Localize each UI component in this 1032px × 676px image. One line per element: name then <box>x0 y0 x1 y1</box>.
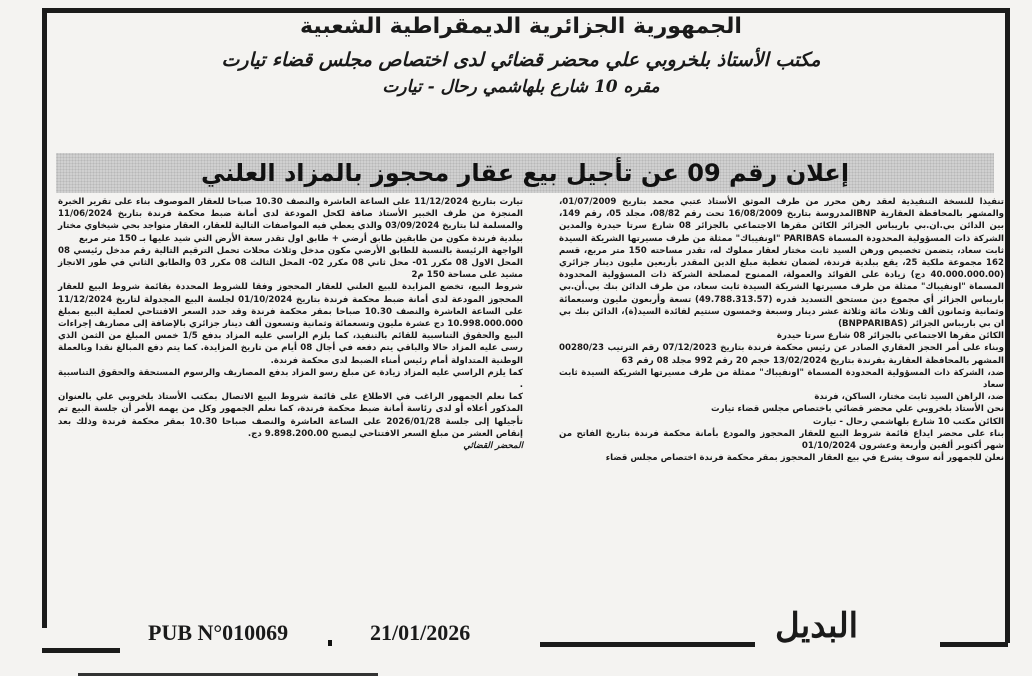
newspaper-name: البديل <box>775 606 859 646</box>
notice-title: إعلان رقم 09 عن تأجيل بيع عقار محجوز بالمزاد العلني <box>200 159 850 187</box>
pub-number: PUB N°010069 <box>148 620 289 645</box>
paragraph: الواجهة الرئيسة بالنسبة للطابق الأرضي مكون مدخل وثلاث محلات تحمل الترقيم التالية رقم مدخل رئيسي 08 المحل الاول 08 مكرر 01- محل ثاني 08 مكرر 02- المحل الثالث 08 مكرر 03 والطابق الثاني في طور الانجاز مشيد على مساحة 150 م2 <box>58 245 523 281</box>
paragraph: بناء على محضر ايداع قائمة شروط البيع للعقار المحجوز والمودع بأمانة محكمة فرندة بتاريخ الفاتح من شهر أكتوبر ألفين وأربعة وعشرون 01/10/2024 <box>559 428 1004 452</box>
paragraph: تيارت بتاريخ 11/12/2024 على الساعة العاشرة والنصف 10.30 صباحا للعقار الموصوف بناء على تقرير الخبرة المنجزة من طرف الخبير الأستاذ صافة لكحل المودعة لدى أمانة ضبط محكمة فرندة بتاريخ 11/06/2024 والمسلمة لنا بتاريخ 03/09/2024 والذي يعطي فيه المواصفات التالية للعقار، العقار متواجد بحي شيخاوي مختار ببلدية فرندة مكون من طابقين طابق أرضي + طابق اول تقدر سعة الأرض التي شيد عليها بـ 150 متر مربع <box>58 197 523 244</box>
signature: المحضر القضائي <box>463 441 523 452</box>
footer <box>0 600 1032 676</box>
republic-heading: الجمهورية الجزائرية الديمقراطية الشعبية <box>300 14 742 39</box>
notice-body <box>58 196 1012 586</box>
paragraph: كما يلزم الراسي عليه المزاد زيادة عن مبلغ رسو المزاد بدفع المصاريف والرسوم المستحقة والحقوق التناسبية . <box>58 367 523 391</box>
paragraph: الكائن مكتب 10 شارع بلهاشمي رحال - تيارت <box>812 416 1004 427</box>
paragraph: ضد، الراهن السيد ثابت مختار، الساكن، فرندة <box>814 392 1004 403</box>
separator-mark <box>328 640 332 646</box>
paragraph: ضد، الشركة ذات المسؤولية المحدودة المسماة "اونفيباك" ممثلة من طرف مسيرتها الشريكة السيدة ثابت سعاد <box>559 367 1004 391</box>
publication-date: 21/01/2026 <box>370 620 471 645</box>
divider <box>540 642 755 647</box>
bailiff-office: مكتب الأستاذ بلخروبي علي محضر قضائي لدى اختصاص مجلس قضاء تيارت <box>221 49 821 71</box>
divider <box>42 648 120 653</box>
paragraph: شروط البيع، تخضع المزايدة للبيع العلني للعقار المحجوز وفقا للشروط المحددة بقائمة شروط البيع للعقار المحجوز المودعة لدى أمانة ضبط محكمة فرندة بتاريخ 01/10/2024 لجلسة البيع المجدولة لتاريخ 11/12/2024 على الساعة العاشرة والنصف 10.30 صباحا بمقر محكمة فرندة وقد حدد السعر الافتتاحي لعملية البيع بمبلغ 10.998.000.000 دج عشرة مليون وتسعمائة وثمانية وتسعون ألف دينار جزائري بالإضافة إلى مصاريف إجراءات البيع والحقوق التناسبية للقائم بالتنفيذ، كما يلزم الراسي عليه المزاد بدفع 1/5 خمس المبلغ من الثمن الذي رسى عليه المزاد حالا والباقي يتم دفعه في أجال 08 أيام من تاريخ المزايدة. كما يتم دفع المبالغ نقدا وبالعملة الوطنية المتداولة أمام رئيس أمناء الضبط لدى محكمة فرندة. <box>58 282 524 366</box>
paragraph: نحن الأستاذ بلخروبي علي محضر قضائي باختصاص مجلس قضاء تيارت <box>710 404 1004 415</box>
paragraph: تنفيذا للنسخة التنفيذية لعقد رهن محرر من طرف الموثق الأستاذ عتبي محمد بتاريخ 01/07/2009، والمشهر بالمحافظة العقارية BNPالمدروسة بتاريخ 16/08/2009 تحت رقم 08/82، مجلد 05، رقم 149، بين الدائن بي.ان.بي باريباس الجزائر الكائن مقرها الاجتماعي بالجزائر 08 شارع سرتا حيدرة والمدين الشركة ذات المسؤولية المحدودة المسماة PARIBAS "اونفيباك" ممثلة من طرف مسيرتها الشريكة السيدة ثابت سعاد، يتضمن تخصيص ورهن السيد ثابت مختار لعقار مملوك له، تقدر مساحته 150 متر مربع، قسم 162 مجموعة ملكية 25، يقع ببلدية فرندة، لضمان تغطية مبلغ الدين المقدر بأربعين مليون دينار جزائري (40.000.000.00 دج) زيادة على الفوائد والعمولة، الممنوح لمصلحة الشركة ذات المسؤولية المحدودة المسماة "اونفيباك" ممثلة من طرف مسيرتها الشريكة السيدة ثابت سعاد، من طرف الدائن بنك بي.أن.بي باريباس الجزائر أي مجموع دين مستحق التسديد قدره (49.788.313.57) تسعة وأربعون مليون وسبعمائة وثمانية وثمانون ألف وثلاث مائة وثلاثة عشر دينار وسبعة وخمسون سنتيم لفائدة السيد(ة)، الدائن بنك بي ان بي باريباس الجزائر (BNPPARIBAS) <box>559 197 1005 330</box>
divider <box>940 642 1008 647</box>
paragraph: نعلن للجمهور أنه سوف يشرع في بيع العقار المحجوز بمقر محكمة فرندة اختصاص مجلس قضاء <box>605 453 1004 464</box>
office-address: مقره 10 شارع بلهاشمي رحال - تيارت <box>382 77 660 97</box>
notice-header <box>50 12 992 97</box>
body-column-left <box>58 196 523 452</box>
paragraph: وبناء على أمر الحجز العقاري الصادر عن رئيس محكمة فرندة بتاريخ 07/12/2023 رقم الترتيب 00280/23 المشهر بالمحافظة العقارية بفرندة بتاريخ 13/02/2024 حجم 20 رقم 992 مجلد 08 رقم 63 <box>559 343 1004 366</box>
title-band <box>56 153 994 193</box>
paragraph: كما نعلم الجمهور الراغب في الاطلاع على قائمة شروط البيع الاتصال بمكتب الأستاذ بلخروبي علي بالعنوان المذكور أعلاه أو لدى رئاسة أمانة ضبط محكمة فرندة، كما نعلم الجمهور وكل من يهمه الأمر أن جلسة البيع تم تأجيلها إلى جلسة 2026/01/28 على الساعة العاشرة والنصف صباحا 10.30 بمقر محكمة فرندة وذلك بعد إنقاص العشر من مبلغ السعر الافتتاحي ليصبح 9.898.200.00 دج. <box>58 392 523 439</box>
paragraph: الكائن مقرها الاجتماعي بالجزائر 08 شارع سرتا حيدرة <box>776 331 1004 342</box>
body-column-right <box>559 196 1004 464</box>
frame-border-left <box>42 8 47 628</box>
